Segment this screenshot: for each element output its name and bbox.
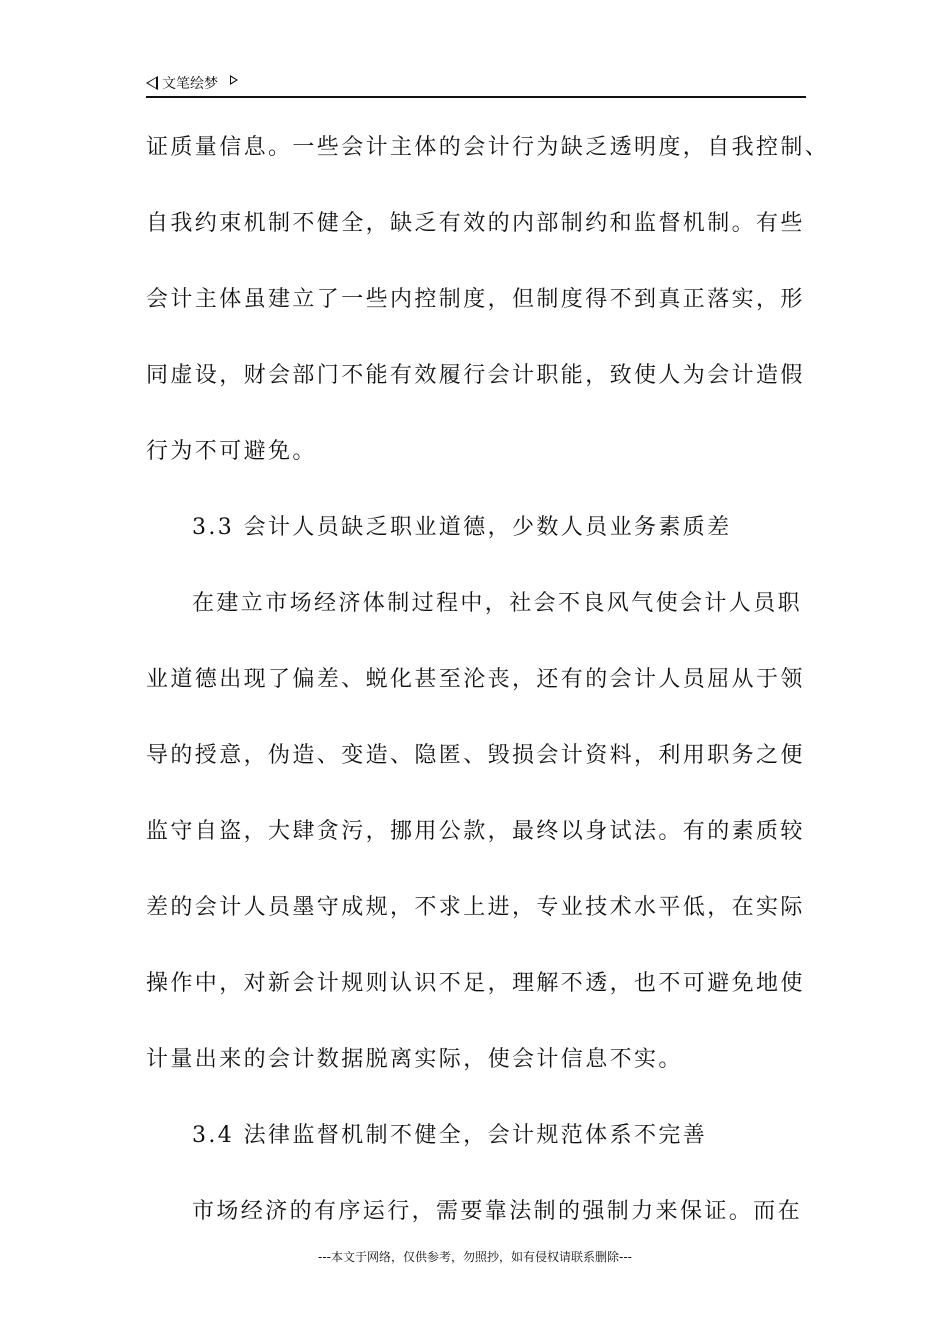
body-line: 操作中，对新会计规则认识不足，理解不透，也不可避免地使 — [146, 971, 805, 996]
body-line: 证质量信息。一些会计主体的会计行为缺乏透明度，自我控制、 — [146, 135, 830, 160]
body-line: 会计主体虽建立了一些内控制度，但制度得不到真正落实，形 — [146, 287, 805, 312]
body-line: 监守自盗，大肆贪污，挪用公款，最终以身试法。有的素质较 — [146, 819, 805, 844]
body-line: 行为不可避免。 — [146, 439, 317, 464]
section-heading-3-3: 3.3 会计人员缺乏职业道德，少数人员业务素质差 — [192, 515, 732, 540]
header-title: 文笔绘梦 — [162, 76, 218, 92]
document-body — [146, 128, 830, 1268]
triangle-left-icon — [146, 76, 158, 90]
body-line: 业道德出现了偏差、蜕化甚至沦丧，还有的会计人员屈从于领 — [146, 667, 805, 692]
body-line: 在建立市场经济体制过程中，社会不良风气使会计人员职 — [192, 591, 803, 616]
body-line: 同虚设，财会部门不能有效履行会计职能，致使人为会计造假 — [146, 363, 805, 388]
footer-disclaimer: ---本文于网络，仅供参考，勿照抄，如有侵权请联系删除--- — [318, 1250, 632, 1264]
body-line: 自我约束机制不健全，缺乏有效的内部制约和监督机制。有些 — [146, 211, 805, 236]
section-heading-3-4: 3.4 法律监督机制不健全，会计规范体系不完善 — [192, 1123, 708, 1148]
body-line: 差的会计人员墨守成规，不求上进，专业技术水平低，在实际 — [146, 895, 805, 920]
body-line: 导的授意，伪造、变造、隐匿、毁损会计资料，利用职务之便 — [146, 743, 805, 768]
body-line: 计量出来的会计数据脱离实际，使会计信息不实。 — [146, 1047, 683, 1072]
body-line: 市场经济的有序运行，需要靠法制的强制力来保证。而在 — [192, 1199, 803, 1224]
triangle-right-icon — [230, 75, 238, 85]
page-header — [146, 70, 806, 98]
header-bar — [146, 70, 806, 96]
